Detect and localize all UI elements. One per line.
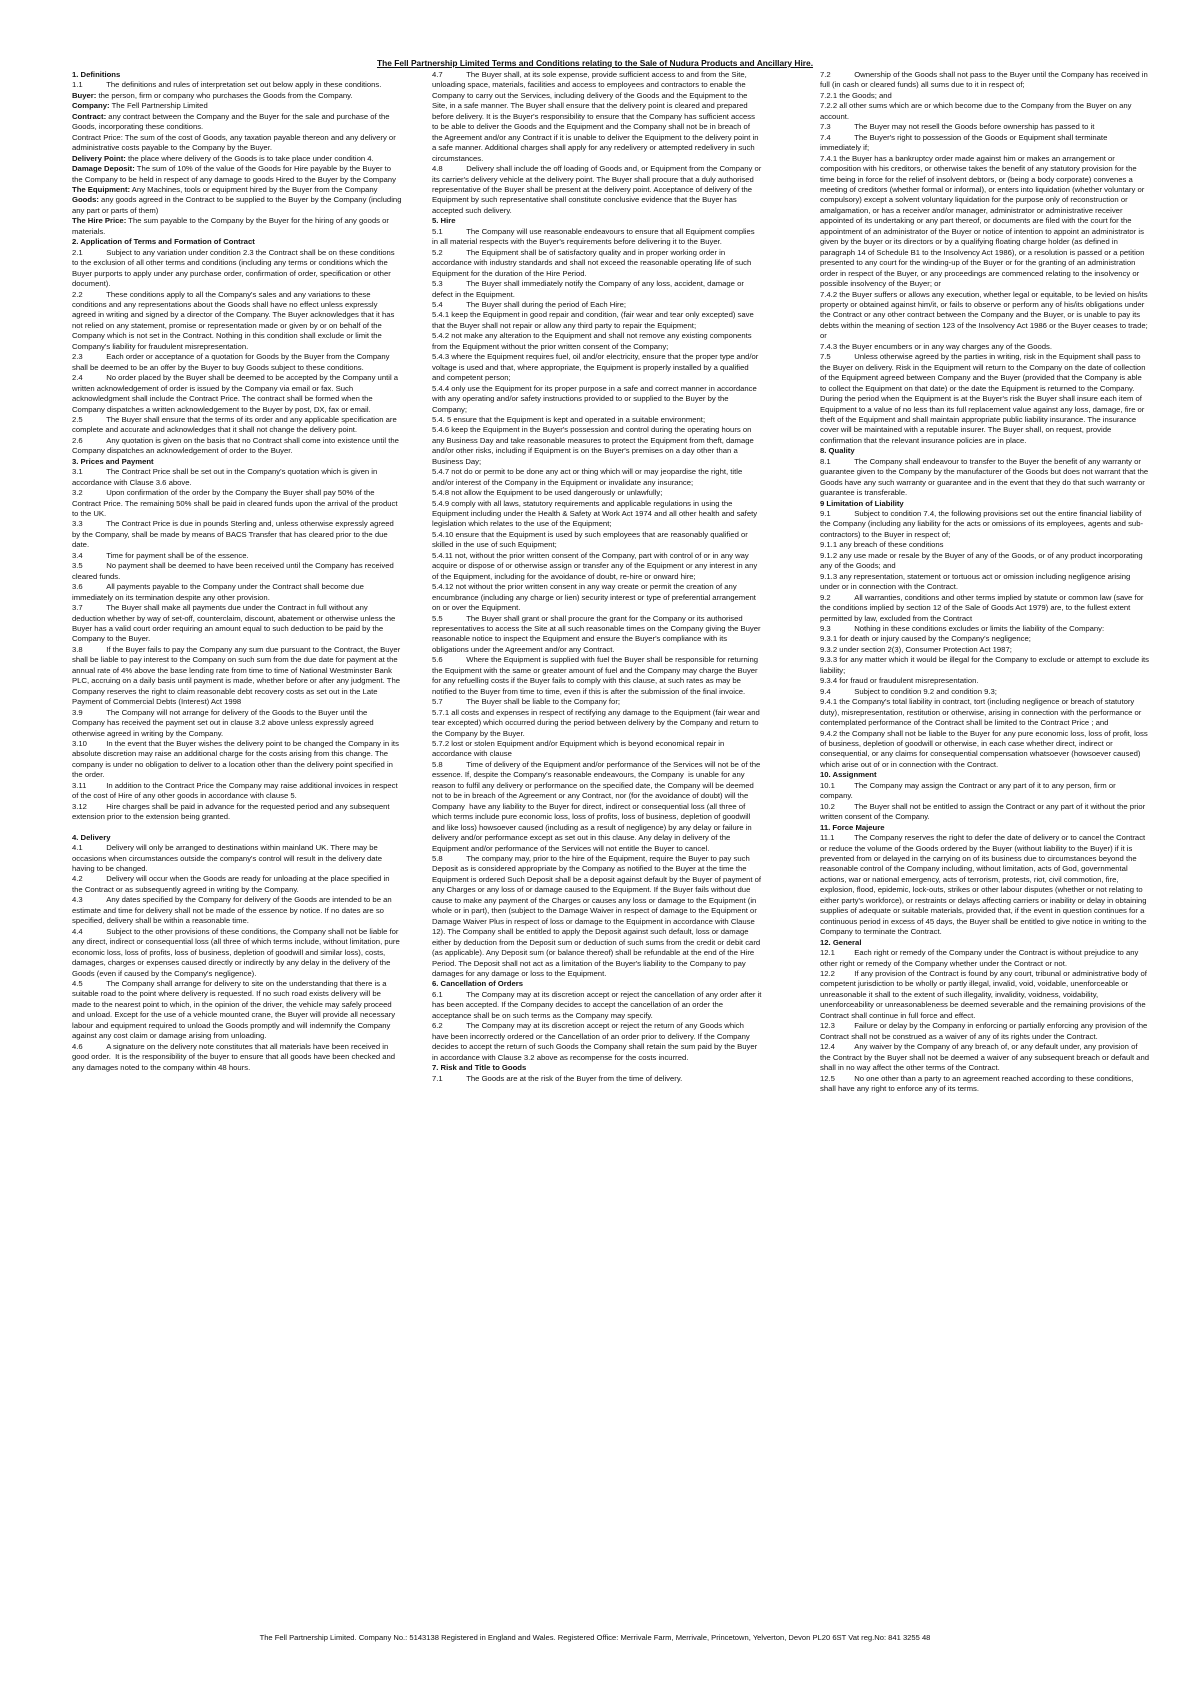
section-heading: 12. General (820, 937, 862, 947)
column-3 (820, 70, 1150, 1600)
clause-paragraph: 5.3 The Buyer shall immediately notify the Company of any loss, accident, damage or defect in the Equipment. (432, 279, 747, 299)
clause-paragraph: 5.4 The Buyer shall during the period of Each Hire; (432, 299, 627, 309)
clause-paragraph: 2.6 Any quotation is given on the basis that no Contract shall come into existence until the Company dispatches an acknowledgement of order to the Buyer. (72, 435, 402, 456)
clause-paragraph: 7.1 The Goods are at the risk of the Buyer from the time of delivery. (432, 1073, 683, 1083)
section-heading: 2. Application of Terms and Formation of Contract (72, 237, 255, 247)
clause-paragraph: 5.1 The Company will use reasonable endeavours to ensure that all Equipment complies in all material respects with the Buyer's requirements before delivering it to the Buyer. (432, 226, 757, 247)
clause-paragraph: 9.3 Nothing in these conditions excludes or limits the liability of the Company: (820, 624, 1105, 634)
clause-paragraph: 5.4.8 not allow the Equipment to be used dangerously or unlawfully; (432, 488, 663, 498)
clause-paragraph: 6.1 The Company may at its discretion accept or reject the cancellation of any order after it has been accepted. If the Company decides to accept the cancellation of an order the acceptance shall be on such terms as the Company may specify. (432, 989, 764, 1020)
section-heading: 4. Delivery (72, 832, 111, 842)
clause-paragraph: 3.11 In addition to the Contract Price the Company may raise additional invoices in respect of the cost of Hire of any other goods in accordance with clause 5. (72, 780, 400, 801)
clause-paragraph: 5.4.3 where the Equipment requires fuel, oil and/or electricity, ensure that the proper type and/or voltage is used and that, where appropriate, the Equipment is properly installed by a qualified and competent person; (432, 352, 761, 383)
clause-paragraph: 9.4.1 the Company's total liability in contract, tort (including negligence or breach of statutory duty), misrepresentation, restitution or otherwise, arising in connection with the performance or contemplated performance of the Contract shall be limited to the Contract Price ; and (820, 697, 1144, 728)
clause-paragraph: 3.5 No payment shall be deemed to have been received until the Company has received cleared funds. (72, 561, 396, 581)
clause-paragraph: 7.4.3 the Buyer encumbers or in any way charges any of the Goods. (820, 341, 1053, 351)
clause-paragraph: 3.4 Time for payment shall be of the essence. (72, 550, 249, 560)
clause-paragraph (72, 185, 402, 195)
clause-paragraph: 5.8 Time of delivery of the Equipment and/or performance of the Services will not be of the essence. If, despite the Company's reasonable endeavours, the Company is unable for any reason to fulfil any delivery or performance on the specified date, the Company will be deemed not to be in breach of the Agreement or any Contract, nor (for the avoidance of doubt) will the Company have any liability to the Buyer for direct, indirect or consequential loss (all three of which terms include pure economic loss, loss of profits, loss of business, depletion of goodwill and like loss) howsoever caused (including as a result of negligence) by any delay or failure in delivery and/or performance except as set out in this clause. Any delay in delivery of the Equipment and/or performance of the Services will not entitle the Buyer to cancel. (432, 759, 763, 853)
section-heading: 10. Assignment (820, 770, 877, 780)
definition-text: the place where delivery of the Goods is to take place under condition 4. (125, 153, 374, 163)
clause-paragraph: 5.4.10 ensure that the Equipment is used by such employees that are reasonably qualified or skilled in the use of such Equipment; (432, 529, 750, 550)
clause-paragraph: 5.4.11 not, without the prior written consent of the Company, part with control of or in any way acquire or dispose of or otherwise assign or transfer any of the Equipment or any interest in any of the Equipment, including for the avoidance of doubt, re-hire or onward hire; (432, 550, 760, 581)
clause-paragraph: 3.2 Upon confirmation of the order by the Company the Buyer shall pay 50% of the Contract Price. The remaining 50% shall be paid in cleared funds upon the arrival of the product to the UK. (72, 488, 400, 519)
clause-paragraph: 9.3.1 for death or injury caused by the Company's negligence; (820, 634, 1031, 644)
clause-paragraph: 9.3.3 for any matter which it would be illegal for the Company to exclude or attempt to exclude its liability; (820, 655, 1152, 675)
clause-paragraph: 5.7.2 lost or stolen Equipment and/or Equipment which is beyond economical repair in accordance with clause (432, 739, 727, 759)
defined-term: Buyer: (72, 90, 97, 100)
definition-text: any contract between the Company and the Buyer for the sale and purchase of the Goods, incorporating these conditions. (72, 111, 392, 132)
clause-paragraph: 5.4.12 not without the prior written consent in any way create or permit the creation of any encumbrance (including any charge or lien) security interest or type of preferential arrangement on or over the Equipment. (432, 582, 759, 613)
clause-paragraph: 5.4. 5 ensure that the Equipment is kept and operated in a suitable environment; (432, 414, 706, 424)
section-heading: 1. Definitions (72, 70, 121, 79)
defined-term: The Hire Price: (72, 216, 127, 226)
clause-paragraph (72, 216, 402, 237)
clause-paragraph: 12.4 Any waiver by the Company of any breach of, or any default under, any provision of the Contract by the Buyer shall not be deemed a waiver of any subsequent breach or default and shall in no way affect the other terms of the Contract. (820, 1042, 1152, 1073)
definition-text: the person, firm or company who purchases the Goods from the Company. (96, 90, 353, 100)
clause-paragraph: 9.3.2 under section 2(3), Consumer Protection Act 1987; (820, 644, 1012, 654)
clause-paragraph: 5.6 Where the Equipment is supplied with fuel the Buyer shall be responsible for returning the Equipment with the same or greater amount of fuel and the Company may charge the Buyer for any refuelling costs if the Buyer fails to comply with this clause, at such rates as may be notified to the Buyer from time to time, even if this is after the submission of the final invoice. (432, 655, 761, 696)
section-heading: 3. Prices and Payment (72, 456, 154, 466)
definition-text: Any Machines, tools or equipment hired by the Buyer from the Company (130, 184, 378, 194)
clause-paragraph: 7.5 Unless otherwise agreed by the parties in writing, risk in the Equipment shall pass to the Buyer on delivery. Risk in the Equipment will return to the Company on the date of collection of the Equipment agreed between Company and the Buyer (provided that the Company is able to collect the Equipment on that date) or the date the Equipment is returned to the Company. (820, 352, 1148, 393)
clause-paragraph: 9.2 All warranties, conditions and other terms implied by statute or common law (save for the conditions implied by section 12 of the Sale of Goods Act 1979) are, to the fullest extent permitted by law, excluded from the Contract (820, 592, 1146, 623)
clause-paragraph (72, 154, 402, 164)
company-footer: The Fell Partnership Limited. Company No.: 5143138 Registered in England and Wales. Registered Office: Merrivale Farm, Merrivale, Princetown, Yelverton, Devon PL20 6ST Vat reg.No: 841 3255 48 (259, 1633, 931, 1642)
clause-paragraph: 3.9 The Company will not arrange for delivery of the Goods to the Buyer until the Company has received the payment set out in clause 3.2 above unless expressly agreed otherwise agreed in writing by the Company. (72, 707, 376, 738)
clause-paragraph: 4.5 The Company shall arrange for delivery to site on the understanding that there is a suitable road to the point where delivery is requested. If no such road exists delivery will be made to the nearest point to which, in the opinion of the driver, the vehicle may safely proceed and unload. Except for the use of a vehicle mounted crane, the Buyer will provide all necessary labour and equipment required to unload the Goods promptly and will indemnify the Company against any cost claim or damage arising from unloading. (72, 978, 398, 1041)
clause-paragraph: 2.5 The Buyer shall ensure that the terms of its order and any applicable specification are complete and accurate and acknowledges that it shall not change the delivery point. (72, 414, 399, 435)
clause-paragraph: 10.2 The Buyer shall not be entitled to assign the Contract or any part of it without the prior written consent of the Company. (820, 801, 1148, 822)
clause-paragraph: 5.2 The Equipment shall be of satisfactory quality and in proper working order in accordance with industry standards and shall not exceed the reasonable operating life of such Equipment for the duration of the Hire Period. (432, 247, 754, 278)
clause-paragraph: 3.12 Hire charges shall be paid in advance for the requested period and any subsequent extension prior to the extension being granted. (72, 801, 392, 822)
section-heading: 9 Limitation of Liability (820, 498, 904, 508)
clause-paragraph: 7.4 The Buyer's right to possession of the Goods or Equipment shall terminate immediately if; (820, 132, 1110, 153)
clause-paragraph: 2.4 No order placed by the Buyer shall be deemed to be accepted by the Company until a written acknowledgement of order is issued by the Company via email or fax. Such acknowledgment shall include the Contract Price. The contract shall be formed when the Company dispatches a written acknowledgement to the Buyer by post, DX, fax or email. (72, 373, 401, 414)
column-2 (432, 70, 762, 1600)
clause-paragraph: 5.4.2 not make any alteration to the Equipment and shall not remove any existing components from the Equipment without the prior written consent of the Company; (432, 331, 754, 351)
clause-paragraph: 4.1 Delivery will only be arranged to destinations within mainland UK. There may be occasions when circumstances outside the company's control will result in the delivery date having to be changed. (72, 843, 385, 873)
clause-paragraph (72, 164, 402, 185)
clause-paragraph: 7.2 Ownership of the Goods shall not pass to the Buyer until the Company has received in full (in cash or cleared funds) all sums due to it in respect of; (820, 70, 1150, 90)
clause-paragraph: 7.4.2 the Buyer suffers or allows any execution, whether legal or equitable, to be levied on his/its property or obtained against him/it, or fails to observe or perform any of his/its obligations under the Contract or any other contract between the Company and the Buyer, or is unable to pay its debts within the meaning of section 123 of the Insolvency Act 1986 or the Buyer ceases to trade; or (820, 289, 1150, 341)
clause-paragraph: 5.4.1 keep the Equipment in good repair and condition, (fair wear and tear only excepted) save that the Buyer shall not repair or allow any third party to repair the Equipment; (432, 310, 756, 330)
clause-paragraph: 9.1 Subject to condition 7.4, the following provisions set out the entire financial liability of the Company (including any liability for the acts or omissions of its employees, agents and sub-contractors) to the Buyer in respect of; (820, 509, 1144, 539)
clause-paragraph: 9.4.2 the Company shall not be liable to the Buyer for any pure economic loss, loss of profit, loss of business, depletion of goodwill or otherwise, in each case whether direct, indirect or consequential, or any claims for consequential compensation whatsoever (howsoever caused) which arise out of or in connection with the Contract. (820, 728, 1150, 769)
clause-paragraph: 3.10 In the event that the Buyer wishes the delivery point to be changed the Company in its absolute discretion may raise an additional charge for the costs arising from this change. The company is under no obligation to deliver to a location other than the delivery point specified in the order. (72, 739, 402, 780)
clause-paragraph: 12.2 If any provision of the Contract is found by any court, tribunal or administrative body of competent jurisdiction to be wholly or partly illegal, invalid, void, voidable, unenforceable or unreasonable it shall to the extent of such illegality, invalidity, voidness, voidability, unenforceability or unreasonableness be deemed severable and the remaining provisions of the Contract shall continue in full force and effect. (820, 968, 1150, 1020)
clause-paragraph: 5.5 The Buyer shall grant or shall procure the grant for the Company or its authorised representatives to access the Site at all such reasonable times on the Company giving the Buyer reasonable notice to inspect the Equipment and ensure the Buyer's compliance with its obligations under the Agreement and/or any Contract. (432, 613, 763, 654)
definition-text: The sum of 10% of the value of the Goods for Hire payable by the Buyer to the Company to be held in respect of any damage to goods Hired to the Buyer by the Company (72, 164, 396, 184)
clause-paragraph: 10.1 The Company may assign the Contract or any part of it to any person, firm or company. (820, 780, 1118, 801)
clause-paragraph: 9.1.2 any use made or resale by the Buyer of any of the Goods, or of any product incorporating any of the Goods; and (820, 550, 1145, 571)
clause-paragraph: 4.6 A signature on the delivery note constitutes that all materials have been received in good order. It is the responsibility of the buyer to ensure that all goods have been checked and any damages noted to the company within 48 hours. (72, 1041, 398, 1072)
clause-paragraph: 5.4.4 only use the Equipment for its proper purpose in a safe and correct manner in accordance with any operating and/or safety instructions provided to or supplied to the Buyer by the Company; (432, 383, 759, 414)
defined-term: Goods: (72, 195, 99, 205)
clause-paragraph: 2.2 These conditions apply to all the Company's sales and any variations to these conditions and any representations about the Goods shall have no effect unless expressly agreed in writing and signed by a director of the Company. The Buyer acknowledges that it has not relied on any statement, promise or representation made or given by or on behalf of the Company which is not set in the Contract. Nothing in this condition shall exclude or limit the Company's liability for fraudulent misrepresentation. (72, 289, 397, 351)
clause-paragraph: 3.7 The Buyer shall make all payments due under the Contract in full without any deduction whether by way of set-off, counterclaim, discount, abatement or otherwise unless the Buyer has a valid court order requiring an amount equal to such deduction to be paid by the Company to the Buyer. (72, 603, 398, 644)
clause-paragraph: 4.8 Delivery shall include the off loading of Goods and, or Equipment from the Company or its carrier's delivery vehicle at the delivery point. The Buyer shall procure that a duly authorised representative of the Buyer shall be present at the delivery point. Acceptance of delivery of the Equipment by such representative shall constitute conclusive evidence that the Buyer has accepted such delivery. (432, 164, 764, 215)
section-heading: 6. Cancellation of Orders (432, 979, 523, 989)
definition-text: The Fell Partnership Limited (109, 101, 208, 111)
clause-paragraph: 7.2.2 all other sums which are or which become due to the Company from the Buyer on any account. (820, 101, 1134, 121)
clause-paragraph: 5.4.7 not do or permit to be done any act or thing which will or may jeopardise the right, title and/or interest of the Company in the Equipment or invalidate any insurance; (432, 467, 745, 487)
defined-term: Contract: (72, 111, 107, 121)
clause-paragraph: 2.3 Each order or acceptance of a quotation for Goods by the Buyer from the Company shall be deemed to be an offer by the Buyer to buy Goods subject to these conditions. (72, 352, 392, 372)
defined-term: Damage Deposit: (72, 164, 135, 174)
clause-paragraph: 2.1 Subject to any variation under condition 2.3 the Contract shall be on these conditions to the exclusion of all other terms and conditions (including any terms or conditions which the Buyer purports to apply under any purchase order, confirmation of order, specification or other document). (72, 247, 397, 289)
definition-text: any goods agreed in the Contract to be supplied to the Buyer by the Company (including any part or parts of them) (72, 195, 404, 215)
definition-text: The sum payable to the Company by the Buyer for the hiring of any goods or materials. (72, 216, 392, 236)
clause-paragraph (72, 112, 402, 133)
clause-paragraph: 9.3.4 for fraud or fraudulent misrepresentation. (820, 676, 979, 686)
clause-paragraph (72, 195, 402, 216)
clause-paragraph: 5.8 The company may, prior to the hire of the Equipment, require the Buyer to pay such Deposit as is considered appropriate by the Company as notified to the Buyer at the time the Equipment is ordered Such Deposit shall be a deposit against default by the Buyer of payment of any Charges or any loss of or damage caused to the Equipment. If the Buyer fails without due cause to make any payment of the Charges or causes any loss or damage to the Equipment (in whole or in part), then (subject to the Damage Waiver in respect of damage to the Equipment or Damage Waiver Plus in respect of loss or damage to the Equipment in accordance with Clause 12). The Company shall be entitled to apply the Deposit against such default, loss or damage either by deduction from the Deposit sum or deduction of such sums from the credit or debit card (as applicable). Any Deposit sum (or balance thereof) shall be refundable at the end of the Hire Period. The Deposit shall not act as a limitation of the Buyer's liability to the Company to pay damages for any damage or loss to the Equipment. (432, 853, 764, 978)
clause-paragraph: 6.2 The Company may at its discretion accept or reject the return of any Goods which have been incorrectly ordered or the Cancellation of an order prior to delivery. If the Company decides to accept the return of such Goods the Company shall retain the sum paid by the Buyer in accordance with Clause 3.2 above as recompense for the costs incurred. (432, 1021, 760, 1062)
clause-paragraph: 7.4.1 the Buyer has a bankruptcy order made against him or makes an arrangement or composition with his creditors, or otherwise takes the benefit of any statutory provision for the time being in force for the relief of insolvent debtors, or (being a body corporate) convenes a meeting of creditors (whether formal or informal), or enters into liquidation (whether voluntary or compulsory) except a solvent voluntary liquidation for the purpose only of reconstruction or amalgamation, or has a receiver and/or manager, administrator or administrative receiver appointed of its undertaking or any part thereof, or documents are filed with the court for the appointment of an administrator of the Buyer or notice of intention to appoint an administrator is given by the buyer or its directors or by a qualifying floating charge holder (as defined in paragraph 14 of Schedule B1 to the Insolvency Act 1986), or a resolution is passed or a petition presented to any court for the winding-up of the Buyer or for the granting of an administration order in respect of the Buyer, or any proceedings are commenced relating to the insolvency or possible insolvency of the Buyer; or (820, 153, 1147, 289)
section-heading: 11. Force Majeure (820, 822, 885, 832)
defined-term: Delivery Point: (72, 153, 126, 163)
clause-paragraph: Contract Price: The sum of the cost of Goods, any taxation payable thereon and any delivery or administrative costs payable to the Company by the Buyer. (72, 132, 398, 153)
clause-paragraph: 8.1 The Company shall endeavour to transfer to the Buyer the benefit of any warranty or guarantee given to the Company by the manufacturer of the Goods but does not warrant that the Goods have any such warranty or guarantee and in the event that they do that such warranty or guarantee is transferable. (820, 456, 1151, 498)
clause-paragraph (72, 91, 402, 101)
clause-paragraph: 4.7 The Buyer shall, at its sole expense, provide sufficient access to and from the Site, unloading space, materials, facilities and access to employees and contractors to enable the Company to carry out the Services, including delivery of the Goods and the Equipment to the Site, in a safe manner. The Buyer shall ensure that the delivery point is cleared and prepared before delivery. It is the Buyer's responsibility to ensure that the Company has sufficient access to be able to deliver the Goods and the Equipment and the Company shall not be in breach of the Agreement and/or any Contract if it is unable to deliver the Equipment to the delivery point in a safe manner. Additional charges shall apply for any redelivery or attempted redelivery in such circumstances. (432, 70, 761, 163)
clause-paragraph: 4.4 Subject to the other provisions of these conditions, the Company shall not be liable for any direct, indirect or consequential loss (all three of which terms include, without limitation, pure economic loss, loss of profits, loss of business, depletion of goodwill and similar loss), costs, damages, charges or expenses caused directly or indirectly by any delay in the delivery of the Goods (even if caused by the Company's negligence). (72, 926, 402, 978)
document-title: The Fell Partnership Limited Terms and Conditions relating to the Sale of Nudura Products and Ancillary Hire. (376, 58, 814, 68)
section-heading: 7. Risk and Title to Goods (432, 1063, 527, 1073)
clause-paragraph: 3.8 If the Buyer fails to pay the Company any sum due pursuant to the Contract, the Buyer shall be liable to pay interest to the Company on such sum from the due date for payment at the annual rate of 4% above the base lending rate from time to time of National Westminster Bank PLC, accruing on a daily basis until payment is made, whether before or after any judgment. The Company reserves the right to claim reasonable debt recovery costs as set out in the Late Payment of Commercial Debts (Interest) Act 1998 (72, 644, 403, 707)
clause-paragraph: 7.3 The Buyer may not resell the Goods before ownership has passed to it (820, 122, 1095, 132)
clause-paragraph: 12.1 Each right or remedy of the Company under the Contract is without prejudice to any other right or remedy of the Company whether under the Contract or not. (820, 948, 1141, 968)
clause-paragraph: 12.5 No one other than a party to an agreement reached according to these conditions, shall have any right to enforce any of its terms. (820, 1073, 1136, 1093)
spacer (72, 823, 402, 833)
clause-paragraph: 3.1 The Contract Price shall be set out in the Company's quotation which is given in accordance with Clause 3.6 above. (72, 467, 380, 487)
clause-paragraph: 5.7 The Buyer shall be liable to the Company for; (432, 697, 621, 707)
clause-paragraph: 12.3 Failure or delay by the Company in enforcing or partially enforcing any provision of the Contract shall not be construed as a waiver of any of its rights under the Contract. (820, 1021, 1150, 1041)
clause-paragraph: 4.2 Delivery will occur when the Goods are ready for unloading at the place specified in the Contract or as subsequently agreed in writing by the Company. (72, 874, 392, 894)
clause-paragraph: 5.7.1 all costs and expenses in respect of rectifying any damage to the Equipment (fair wear and tear excepted) which occurred during the period between delivery by the Company and return to the Company by the Buyer. (432, 707, 762, 738)
clause-paragraph: 5.4.9 comply with all laws, statutory requirements and applicable regulations in using the Equipment including under the Health & Safety at Work Act 1974 and all other health and safety legislation which relates to the use of the Equipment; (432, 498, 760, 529)
clause-paragraph: 9.1.3 any representation, statement or tortuous act or omission including negligence arising under or in connection with the Contract. (820, 571, 1133, 592)
clause-paragraph: 11.1 The Company reserves the right to defer the date of delivery or to cancel the Contract or reduce the volume of the Goods ordered by the Buyer (without liability to the Buyer) if it is prevented from or delayed in the carrying on of its business due to circumstances beyond the reasonable control of the Company including, without limitation, acts of God, governmental actions, war or national emergency, acts of terrorism, protests, riot, civil commotion, fire, explosion, flood, epidemic, lock-outs, strikes or other labour disputes (whether or not relating to either party's workforce), or restraints or delays affecting carriers or inability or delay in obtaining supplies of adequate or suitable materials, provided that, if the event in question continues for a continuous period in excess of 45 days, the Buyer shall be entitled to give notice in writing to the Company to terminate the Contract. (820, 833, 1149, 937)
clause-paragraph: 7.2.1 the Goods; and (820, 90, 892, 100)
clause-paragraph: 9.1.1 any breach of these conditions (820, 540, 944, 550)
clause-paragraph: 9.4 Subject to condition 9.2 and condition 9.3; (820, 686, 997, 696)
column-1 (72, 70, 402, 1600)
defined-term: The Equipment: (72, 184, 131, 194)
clause-paragraph: 5.4.6 keep the Equipment in the Buyer's possession and control during the operating hours on any Business Day and take reasonable measures to protect the Equipment from theft, damage and/or other risks, including if Equipment is on the Buyer's premises on a day other than a Business Day; (432, 425, 756, 466)
clause-paragraph: 1.1 The definitions and rules of interpretation set out below apply in these conditions. (72, 80, 382, 90)
section-heading: 8. Quality (820, 446, 855, 456)
section-heading: 5. Hire (432, 216, 456, 226)
clause-paragraph: 3.6 All payments payable to the Company under the Contract shall become due immediately on its termination despite any other provision. (72, 582, 367, 602)
defined-term: Company: (72, 101, 110, 111)
clause-paragraph: 3.3 The Contract Price is due in pounds Sterling and, unless otherwise expressly agreed by the Company, shall be made by means of BACS Transfer that has cleared prior to the due date. (72, 519, 396, 550)
clause-paragraph: 4.3 Any dates specified by the Company for delivery of the Goods are intended to be an estimate and time for delivery shall not be made of the essence by notice. If no dates are so specified, delivery shall be within a reasonable time. (72, 895, 394, 926)
clause-paragraph (72, 101, 402, 111)
clause-paragraph: During the period when the Equipment is at the Buyer's risk the Buyer shall insure each item of Equipment to a value of no less than its full replacement value against any loss, damage, fire or theft of the Equipment and shall maintain appropriate public liability insurance. The insurance cover will be maintained with a reputable insurer. The Buyer shall, on request, provide confirmation that the relevant insurance policies are in place. (820, 394, 1147, 445)
